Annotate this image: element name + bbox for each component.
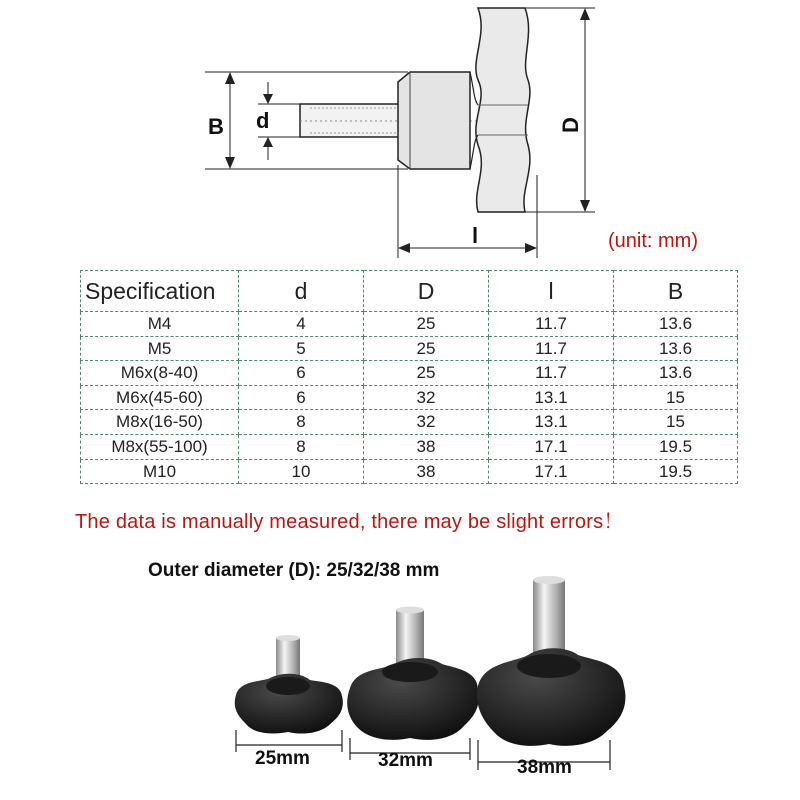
column-header: l <box>489 271 614 312</box>
knob-technical-drawing <box>0 0 800 265</box>
table-row <box>81 434 738 459</box>
size-label-25mm: 25mm <box>255 748 310 769</box>
table-cell: 38 <box>364 434 489 459</box>
column-header: d <box>239 271 364 312</box>
table-cell: 6 <box>239 385 364 410</box>
dimension-label-B: B <box>208 114 224 139</box>
table-cell: 13.1 <box>489 385 614 410</box>
size-label-32mm: 32mm <box>378 750 433 771</box>
table-row <box>81 312 738 337</box>
table-cell: 6 <box>239 361 364 386</box>
table-cell: 17.1 <box>489 434 614 459</box>
table-cell: 32 <box>364 385 489 410</box>
table-cell: 8 <box>239 410 364 435</box>
knob-38mm <box>477 576 625 746</box>
table-cell: 11.7 <box>489 312 614 337</box>
table-cell: 8 <box>239 434 364 459</box>
table-cell: 11.7 <box>489 361 614 386</box>
table-cell: 13.6 <box>614 312 738 337</box>
dimension-label-D: D <box>558 117 583 133</box>
table-cell: 4 <box>239 312 364 337</box>
table-cell: 5 <box>239 336 364 361</box>
measurement-disclaimer: The data is manually measured, there may be slight errors！ <box>75 511 624 533</box>
dimension-label-d: d <box>256 108 270 133</box>
table-cell: M5 <box>81 336 239 361</box>
table-cell: 15 <box>614 410 738 435</box>
table-cell: 10 <box>239 459 364 484</box>
table-cell: 19.5 <box>614 459 738 484</box>
column-header: Specification <box>81 271 239 312</box>
specification-table <box>80 270 738 484</box>
table-row <box>81 336 738 361</box>
table-cell: 15 <box>614 385 738 410</box>
table-row <box>81 385 738 410</box>
table-cell: 19.5 <box>614 434 738 459</box>
outer-diameter-caption: Outer diameter (D): 25/32/38 mm <box>148 560 440 581</box>
table-cell: M10 <box>81 459 239 484</box>
knob-32mm <box>347 607 479 740</box>
table-cell: 32 <box>364 410 489 435</box>
knob-25mm <box>235 635 343 734</box>
table-cell: M8x(55-100) <box>81 434 239 459</box>
column-header: B <box>614 271 738 312</box>
table-cell: 13.6 <box>614 336 738 361</box>
table-cell: 25 <box>364 312 489 337</box>
table-cell: 11.7 <box>489 336 614 361</box>
table-cell: 38 <box>364 459 489 484</box>
dimension-label-l: l <box>472 223 479 248</box>
table-cell: 13.6 <box>614 361 738 386</box>
table-row <box>81 361 738 386</box>
table-cell: M6x(8-40) <box>81 361 239 386</box>
table-row <box>81 459 738 484</box>
table-cell: 17.1 <box>489 459 614 484</box>
unit-note: (unit: mm) <box>608 230 698 252</box>
table-cell: 25 <box>364 361 489 386</box>
table-header-row <box>81 271 738 312</box>
size-label-38mm: 38mm <box>517 757 572 778</box>
table-cell: M6x(45-60) <box>81 385 239 410</box>
table-cell: M4 <box>81 312 239 337</box>
column-header: D <box>364 271 489 312</box>
table-cell: 25 <box>364 336 489 361</box>
table-cell: 13.1 <box>489 410 614 435</box>
table-cell: M8x(16-50) <box>81 410 239 435</box>
table-row <box>81 410 738 435</box>
